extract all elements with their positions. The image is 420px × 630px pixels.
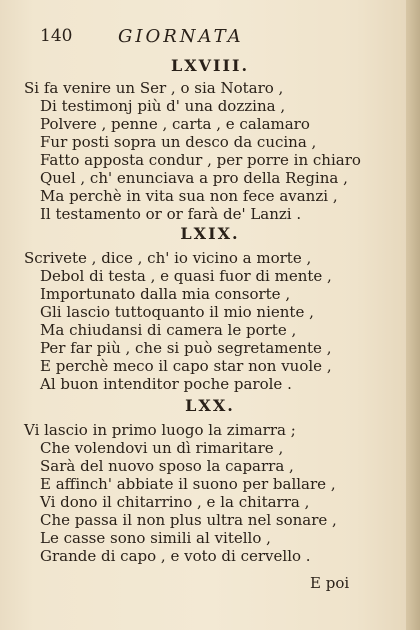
verse-line: Si fa venire un Ser , o sia Notaro , [24, 79, 284, 97]
verse-line: Di testimonj più d' una dozzina , [40, 97, 286, 115]
page-number: 140 [40, 26, 73, 46]
catchword: E poi [310, 574, 350, 592]
verse-line: Ma perchè in vita sua non fece avanzi , [40, 187, 338, 205]
verse-line: Scrivete , dice , ch' io vicino a morte , [24, 249, 312, 267]
page-header [0, 26, 420, 50]
epigram-title: LXVIII. [170, 56, 250, 75]
verse-line: Il testamento or or farà de' Lanzi . [40, 205, 302, 223]
verse-line: Vi lascio in primo luogo la zimarra ; [24, 421, 296, 439]
verse-line: Debol di testa , e quasi fuor di mente , [40, 267, 332, 285]
verse-line: Grande di capo , e voto di cervello . [40, 547, 311, 565]
verse-line: Che volendovi un dì rimaritare , [40, 439, 284, 457]
verse-line: Ma chiudansi di camera le porte , [40, 321, 297, 339]
verse-line: E affinch' abbiate il suono per ballare , [40, 475, 336, 493]
verse-line: E perchè meco il capo star non vuole , [40, 357, 332, 375]
verse-line: Gli lascio tuttoquanto il mio niente , [40, 303, 314, 321]
verse-line: Le casse sono simili al vitello , [40, 529, 271, 547]
verse-line: Quel , ch' enunciava a pro della Regina , [40, 169, 348, 187]
verse-line: Per far più , che si può segretamente , [40, 339, 332, 357]
epigram-title: LXX. [185, 396, 235, 415]
verse-line: Importunato dalla mia consorte , [40, 285, 291, 303]
epigram-title: LXIX. [180, 224, 240, 243]
verse-line: Sarà del nuovo sposo la caparra , [40, 457, 294, 475]
verse-line: Al buon intenditor poche parole . [40, 375, 292, 393]
verse-line: Fatto apposta condur , per porre in chiaro [40, 151, 361, 169]
verse-line: Che passa il non plus ultra nel sonare , [40, 511, 337, 529]
verse-line: Polvere , penne , carta , e calamaro [40, 115, 310, 133]
running-head: GIORNATA [118, 26, 244, 47]
verse-line: Fur posti sopra un desco da cucina , [40, 133, 317, 151]
verse-line: Vi dono il chitarrino , e la chitarra , [40, 493, 310, 511]
page-edge [406, 0, 420, 630]
